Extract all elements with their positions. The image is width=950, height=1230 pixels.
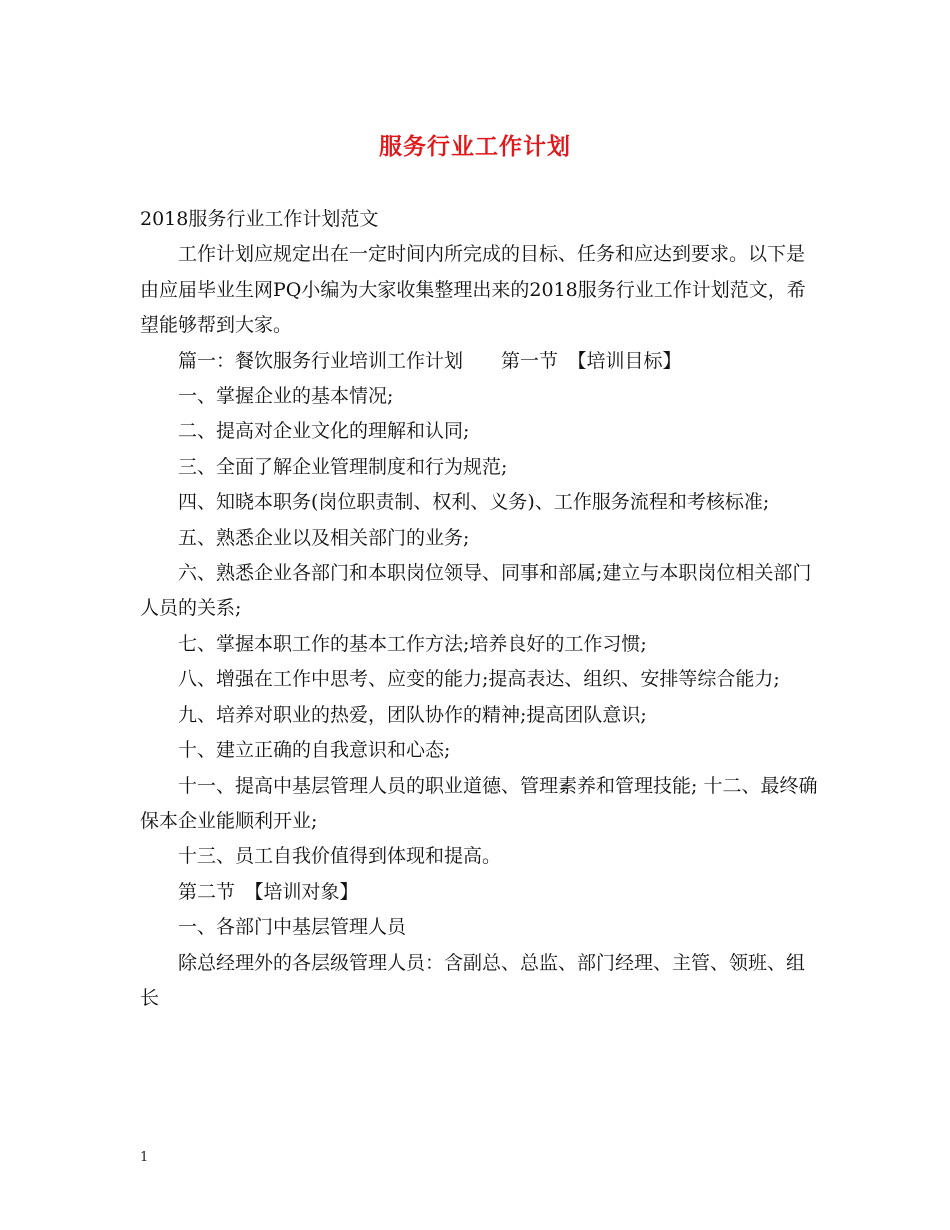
goal-item: 七、掌握本职工作的基本工作方法;培养良好的工作习惯; [178,632,647,655]
page-number: 1 [140,1150,149,1165]
document-body [140,202,820,1016]
goal-item: 三、全面了解企业管理制度和行为规范; [178,455,508,478]
goal-item: 二、提高对企业文化的理解和认同; [178,420,470,443]
section-heading: 篇一：餐饮服务行业培训工作计划 第一节 【培训目标】 [178,349,682,372]
goal-item: 五、熟悉企业以及相关部门的业务; [178,526,470,549]
intro-paragraph: 工作计划应规定出在一定时间内所完成的目标、任务和应达到要求。以下是由应届毕业生网PQ小编为大家收集整理出来的2018服务行业工作计划范文，希望能够帮到大家。 [140,243,806,337]
target-item: 一、各部门中基层管理人员 [178,916,407,939]
subtitle-paragraph: 2018服务行业工作计划范文 [140,208,379,230]
section-heading: 第二节 【培训对象】 [178,880,359,903]
goal-item: 四、知晓本职务(岗位职责制、权利、义务)、工作服务流程和考核标准; [178,491,770,514]
goal-item: 八、增强在工作中思考、应变的能力;提高表达、组织、安排等综合能力; [178,668,780,691]
goal-item: 十、建立正确的自我意识和心态; [178,739,451,762]
goal-item: 九、培养对职业的热爱，团队协作的精神;提高团队意识; [178,703,647,726]
target-description: 除总经理外的各层级管理人员：含副总、总监、部门经理、主管、领班、组长 [140,951,806,1009]
goal-item: 十一、提高中基层管理人员的职业道德、管理素养和管理技能; 十二、最终确保本企业能顺利开业; [140,774,818,832]
document-title: 服务行业工作计划 [379,133,571,160]
goal-item: 十三、员工自我价值得到体现和提高。 [178,845,502,868]
goal-item: 六、熟悉企业各部门和本职岗位领导、同事和部属;建立与本职岗位相关部门人员的关系; [140,562,812,620]
goal-item: 一、掌握企业的基本情况; [178,385,394,408]
